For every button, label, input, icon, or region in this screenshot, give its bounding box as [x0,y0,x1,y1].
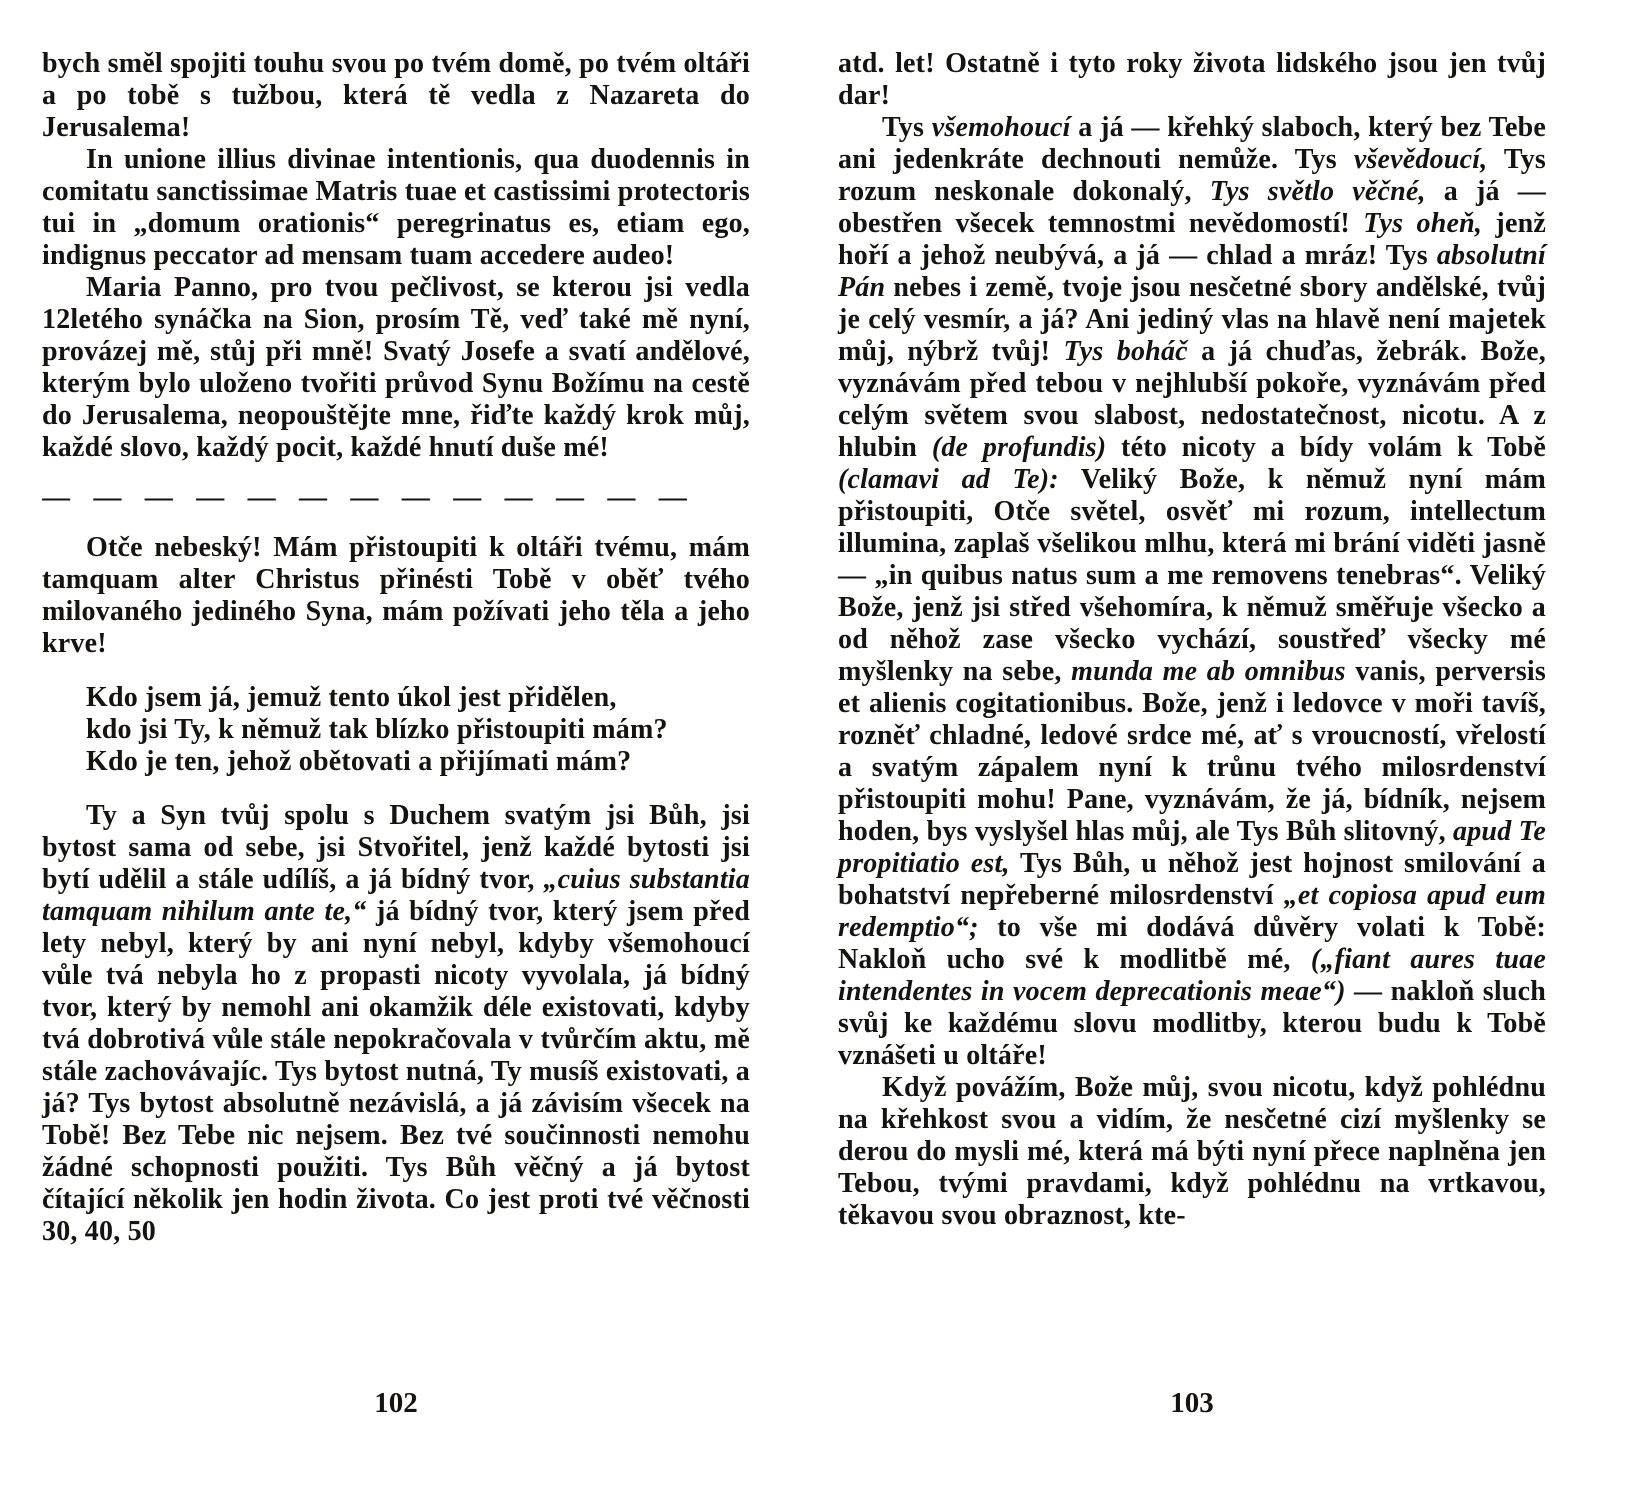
text-run: Tys [882,112,932,143]
paragraph [838,1072,1546,1232]
text-run-italic: Tys boháč [1063,336,1188,367]
text-run: a já — obestřen všecek temnostmi nevědomostí! [838,176,1546,239]
text-run: — nakloň sluch svůj ke každému slovu modlitby, kterou budu k Tobě vznášeti u oltáře! [838,976,1546,1071]
text-run: Když povážím, Bože můj, svou nicotu, když pohlédnu na křehkost svou a vidím, že nesčetné cizí myšlenky se derou do mysli mé, která má býti nyní přece naplněna jen Tebou, tvými pravdami, když pohlédnu na vrtkavou, těkavou svou obraznost, kte- [838,1072,1546,1231]
text-run: a já chuďas, žebrák. Bože, vyznávám před tebou v nejhlubší pokoře, vyznávám před celým světem svou slabost, nedostatečnost, nicotu. A z hlubin [838,336,1546,463]
paragraph [42,800,750,1248]
verse-block [42,682,750,778]
text-run: atd. let! Ostatně i tyto roky života lidského jsou jen tvůj dar! [838,48,1546,111]
text-run-italic: („fiant aures tuae intendentes in vocem deprecationis meae“) [838,944,1546,1007]
text-run-italic: všemohoucí [931,112,1071,143]
text-run-italic: Tys světlo věčné, [1209,176,1426,207]
paragraph [42,144,750,272]
text-run-italic: apud Te propitiatio est, [838,816,1546,879]
text-run: Ty a Syn tvůj spolu s Duchem svatým jsi Bůh, jsi bytost sama od sebe, jsi Stvořitel, jenž každé bytosti jsi bytí udělil a stále udílíš, a já bídný tvor, [42,800,750,895]
text-run: bych směl spojiti touhu svou po tvém domě, po tvém oltáři a po tobě s tužbou, která tě vedla z Nazareta do Jerusalema! [42,48,750,143]
text-run: a já — křehký slaboch, který bez Tebe ani jedenkráte dechnouti nemůže. Tys [838,112,1547,175]
page-right [838,48,1546,1420]
text-run-italic: munda me ab omnibus [1071,656,1346,687]
text-run: já bídný tvor, který jsem před lety nebyl, který by ani nyní nebyl, kdyby všemohoucí vůle tvá nebyla ho z propasti nicoty vyvolala, já bídný tvor, který by nemohl ani okamžik déle existovati, kdyby tvá dobrotivá vůle stále nepokračovala v tvůrčím aktu, mě stále zachovávajíc. Tys bytost nutná, Ty musíš existovati, a já? Tys bytost absolutně nezávislá, a já závisím všecek na Tobě! Bez Tebe nic nejsem. Bez tvé součinnosti nemohu žádné schopnosti použiti. Tys Bůh věčný a já bytost čítající několik jen hodin života. Co jest proti tvé věčnosti 30, 40, 50 [42,896,750,1247]
paragraph [42,48,750,144]
text-run-italic: „et copiosa apud eum redemptio“; [838,880,1546,943]
text-run: to vše mi dodává důvěry volati k Tobě: Nakloň ucho své k modlitbě mé, [838,912,1546,975]
page-right-text [838,48,1546,1232]
text-run: této nicoty a bídy volám k Tobě [1106,432,1547,463]
text-run: jenž hoří a jehož neubývá, a já — chlad a mráz! Tys [838,208,1546,271]
text-run: nebes i země, tvoje jsou nesčetné sbory andělské, tvůj je celý vesmír, a já? Ani jediný vlas na hlavě není majetek můj, nýbrž tvůj! [838,272,1546,367]
page-left-text [42,48,750,1248]
text-run-italic: „cuius substantia tamquam nihilum ante te,“ [42,864,750,927]
text-run-italic: vševědoucí, [1353,144,1488,175]
text-run-italic: (clamavi ad Te): [838,464,1059,495]
verse-line: Kdo je ten, jehož obětovati a přijímati mám? [86,746,632,777]
text-run-italic: (de profundis) [931,432,1107,463]
section-divider: — — — — — — — — — — — — — [42,482,687,513]
text-run-italic: Tys oheň, [1363,208,1483,239]
page-number-left: 102 [374,1387,418,1419]
verse-line: Kdo jsem já, jemuž tento úkol jest přidělen, [86,682,617,713]
text-run: vanis, perversis et alienis cogitationibus. Bože, jenž i ledovce v moři tavíš, rozněť chladné, ledové srdce mé, ať s vroucností, vřelostí a svatým zápalem nyní k trůnu tvého milosrdenství přistoupiti mohu! Pane, vyznávám, že já, bídník, nejsem hoden, bys vyslyšel hlas můj, ale Tys Bůh slitovný, [838,656,1546,847]
paragraph [42,532,750,660]
text-run: Maria Panno, pro tvou pečlivost, se kterou jsi vedla 12letého synáčka na Sion, prosím Tě, veď také mě nyní, provázej mě, stůj při mně! Svatý Josefe a svatí andělové, kterým bylo uloženo tvořiti průvod Synu Božímu na cestě do Jerusalema, neopouštějte mne, řiďte každý krok můj, každé slovo, každý pocit, každé hnutí duše mé! [42,272,750,463]
text-run: Tys Bůh, u něhož jest hojnost smilování a bohatství nepřeberné milosrdenství [838,848,1546,911]
paragraph [42,272,750,464]
paragraph [838,48,1546,112]
page-number-right: 103 [1170,1387,1214,1419]
paragraph [838,112,1546,1072]
text-run: Veliký Bože, k němuž nyní mám přistoupiti, Otče světel, osvěť mi rozum, intellectum illumina, zaplaš všelikou mlhu, která mi brání viděti jasně — „in quibus natus sum a me removens tenebras“. Veliký Bože, jenž jsi střed všehomíra, k němuž směřuje všecko a od něhož zase všecko vychází, soustřeď všecky mé myšlenky na sebe, [838,464,1547,687]
text-run: Tys rozum neskonale dokonalý, [838,144,1546,207]
verse-line: kdo jsi Ty, k němuž tak blízko přistoupiti mám? [86,714,668,745]
text-run-italic: absolutní Pán [838,240,1546,303]
text-run: In unione illius divinae intentionis, qua duodennis in comitatu sanctissimae Matris tuae et castissimi protectoris tui in „domum orationis“ peregrinatus es, etiam ego, indignus peccator ad mensam tuam accedere audeo! [42,144,751,271]
page-left [42,48,750,1420]
text-run: Otče nebeský! Mám přistoupiti k oltáři tvému, mám tamquam alter Christus přinésti Tobě v oběť tvého milovaného jediného Syna, mám požívati jeho těla a jeho krve! [42,532,750,659]
